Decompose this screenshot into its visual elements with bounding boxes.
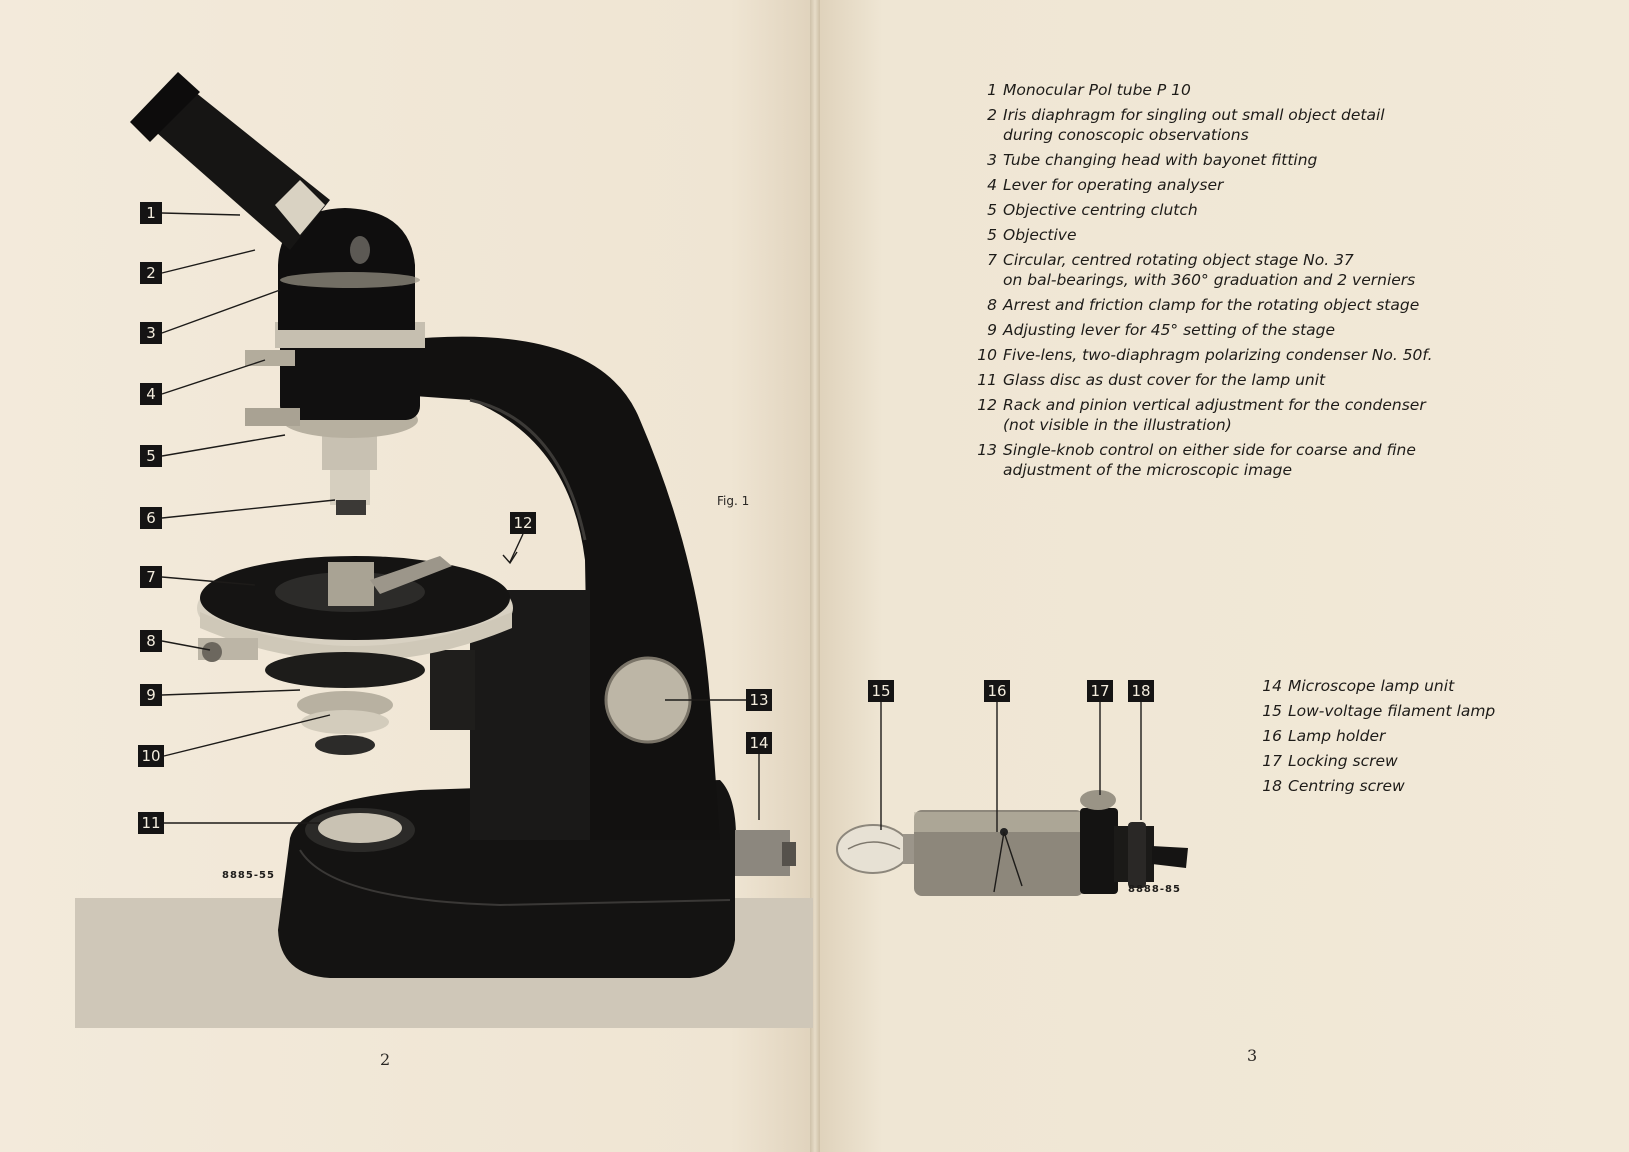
legend-item: 3 Tube changing head with bayonet fitting bbox=[987, 151, 1318, 169]
callout-15: 15 bbox=[868, 680, 894, 702]
legend-item: 8 Arrest and friction clamp for the rotating object stage bbox=[987, 296, 1420, 314]
legend-item: 11 Glass disc as dust cover for the lamp unit bbox=[977, 371, 1326, 389]
callout-2: 2 bbox=[140, 262, 162, 284]
callout-8: 8 bbox=[140, 630, 162, 652]
legend-item: 17 Locking screw bbox=[1262, 752, 1398, 770]
callout-18: 18 bbox=[1128, 680, 1154, 702]
page-number-left: 2 bbox=[380, 1050, 391, 1069]
legend-item: 7 Circular, centred rotating object stage No. 37 on bal-bearings, with 360° graduation and 2 verniers bbox=[987, 251, 1416, 289]
callout-13: 13 bbox=[746, 689, 772, 711]
legend-item: 12 Rack and pinion vertical adjustment for the condenser (not visible in the illustration) bbox=[977, 396, 1426, 434]
legend-item: 14 Microscope lamp unit bbox=[1262, 677, 1455, 695]
callout-5: 5 bbox=[140, 445, 162, 467]
legend-item: 16 Lamp holder bbox=[1262, 727, 1386, 745]
callout-12: 12 bbox=[510, 512, 536, 534]
callout-14: 14 bbox=[746, 732, 772, 754]
legend-item: 10 Five-lens, two-diaphragm polarizing condenser No. 50f. bbox=[977, 346, 1433, 364]
negative-number-microscope: 8885-55 bbox=[222, 870, 275, 881]
figure-label: Fig. 1 bbox=[717, 494, 750, 508]
callout-17: 17 bbox=[1087, 680, 1113, 702]
legend-item: 5 Objective bbox=[987, 226, 1077, 244]
callout-16: 16 bbox=[984, 680, 1010, 702]
callout-10: 10 bbox=[138, 745, 164, 767]
legend-item: 15 Low-voltage filament lamp bbox=[1262, 702, 1496, 720]
legend-item: 5 Objective centring clutch bbox=[987, 201, 1198, 219]
legend-item: 2 Iris diaphragm for singling out small object detail during conoscopic observations bbox=[987, 106, 1385, 144]
negative-number-lamp: 8888-85 bbox=[1128, 884, 1181, 895]
callout-9: 9 bbox=[140, 684, 162, 706]
callout-7: 7 bbox=[140, 566, 162, 588]
legend-item: 9 Adjusting lever for 45° setting of the stage bbox=[987, 321, 1336, 339]
callout-6: 6 bbox=[140, 507, 162, 529]
legend-item: 13 Single-knob control on either side for coarse and fine adjustment of the microscopic image bbox=[977, 441, 1416, 479]
callout-11: 11 bbox=[138, 812, 164, 834]
legend-item: 4 Lever for operating analyser bbox=[987, 176, 1224, 194]
page-number-right: 3 bbox=[1247, 1046, 1258, 1065]
legend-item: 18 Centring screw bbox=[1262, 777, 1405, 795]
callout-3: 3 bbox=[140, 322, 162, 344]
callout-4: 4 bbox=[140, 383, 162, 405]
legend-main bbox=[975, 80, 1445, 485]
legend-item: 1 Monocular Pol tube P 10 bbox=[987, 81, 1191, 99]
legend-lamp bbox=[1260, 676, 1520, 801]
callout-1: 1 bbox=[140, 202, 162, 224]
